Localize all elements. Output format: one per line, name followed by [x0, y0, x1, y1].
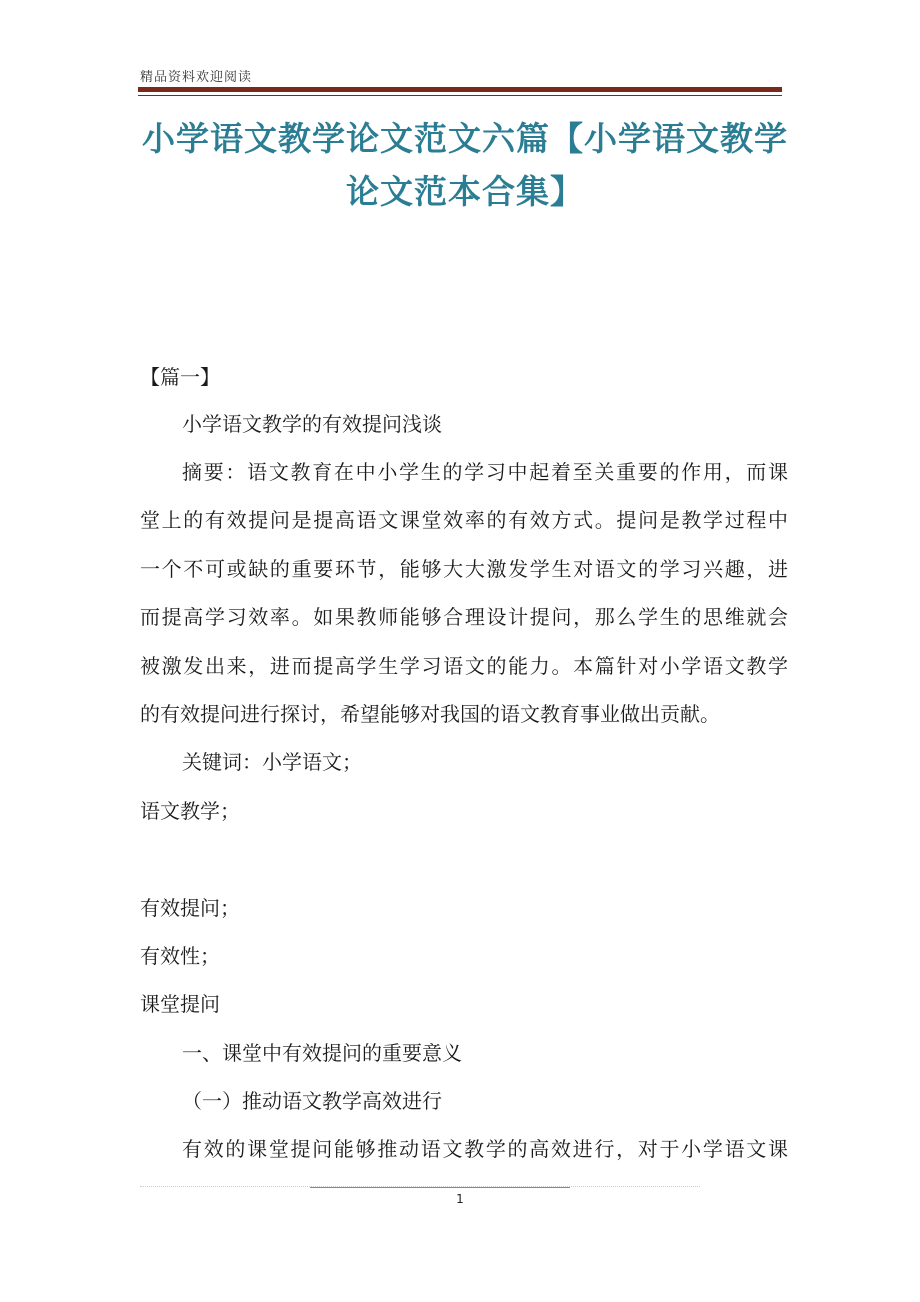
paragraph-line: 有效的课堂提问能够推动语文教学的高效进行，对于小学语文课	[182, 1137, 788, 1161]
keyword-item: 有效提问；	[140, 896, 240, 920]
header-text: 精品资料欢迎阅读	[140, 70, 253, 85]
abstract-line: 被激发出来，进而提高学生学习语文的能力。本篇针对小学语文教学	[140, 654, 788, 678]
subsection-heading: （一）推动语文教学高效进行	[182, 1089, 442, 1113]
header-rule-thin	[138, 95, 782, 96]
keyword-item: 课堂提问	[140, 992, 220, 1016]
title-line-1: 小学语文教学论文范文六篇【小学语文教学	[142, 119, 788, 158]
keywords-line: 关键词：小学语文；	[182, 750, 362, 774]
header-rule-thick	[138, 87, 782, 92]
title-line-2: 论文范本合集】	[346, 172, 584, 211]
page-number: 1	[456, 1192, 464, 1206]
abstract-line: 而提高学习效率。如果教师能够合理设计提问，那么学生的思维就会	[140, 605, 788, 629]
footer-rule	[310, 1187, 570, 1188]
keyword-item: 有效性；	[140, 944, 220, 968]
article-title: 小学语文教学的有效提问浅谈	[182, 412, 442, 436]
section-heading: 一、课堂中有效提问的重要意义	[182, 1041, 462, 1065]
document-title	[140, 112, 790, 218]
abstract-line: 一个不可或缺的重要环节，能够大大激发学生对语文的学习兴趣，进	[140, 557, 788, 581]
keyword-item: 语文教学；	[140, 799, 240, 823]
abstract-line: 堂上的有效提问是提高语文课堂效率的有效方式。提问是教学过程中	[140, 508, 788, 532]
abstract-line: 的有效提问进行探讨，希望能够对我国的语文教育事业做出贡献。	[140, 702, 720, 726]
abstract-line: 摘要：语文教育在中小学生的学习中起着至关重要的作用，而课	[182, 460, 788, 484]
section-label: 【篇一】	[140, 365, 220, 389]
